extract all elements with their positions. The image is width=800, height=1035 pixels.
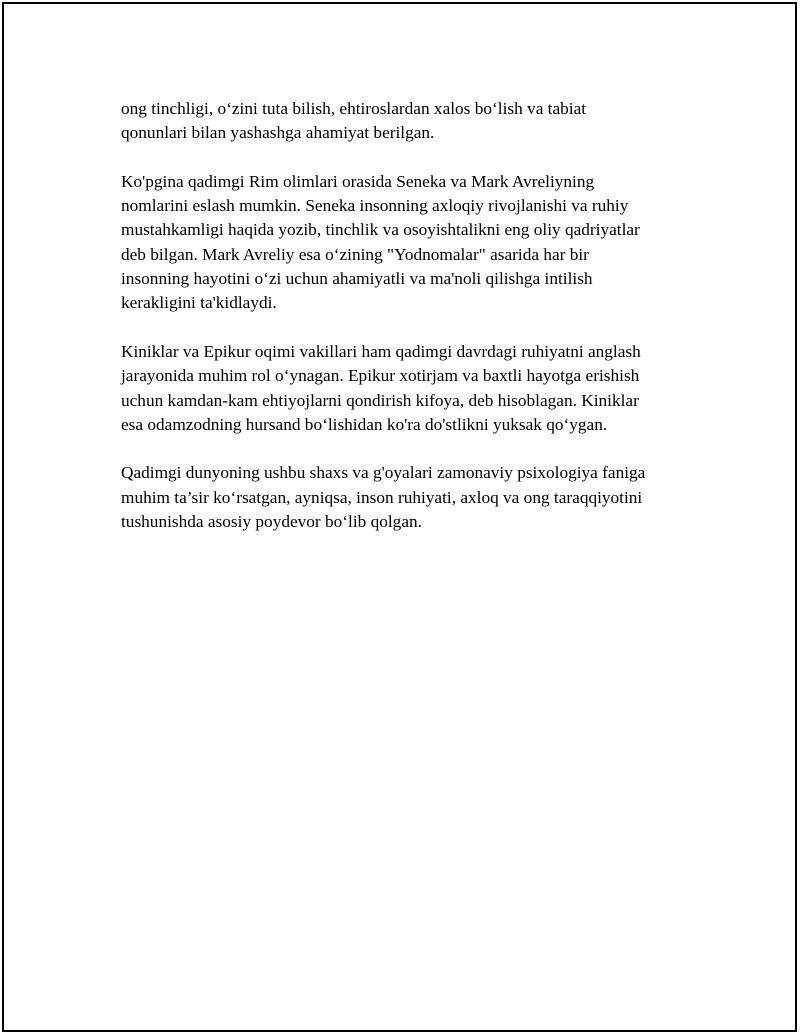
paragraph-2	[121, 170, 691, 316]
page	[2, 2, 797, 1032]
text-line: Ko'pgina qadimgi Rim olimlari orasida Seneka va Mark Avreliyning	[121, 171, 595, 191]
paragraph-3	[121, 340, 691, 437]
paragraph-4	[121, 461, 691, 534]
text-line: tushunishda asosiy poydevor bo‘lib qolgan.	[121, 512, 422, 532]
text-line: kerakligini ta'kidlaydi.	[121, 293, 277, 313]
text-line: insonning hayotini o‘zi uchun ahamiyatli va ma'noli qilishga intilish	[121, 269, 593, 289]
text-line: Qadimgi dunyoning ushbu shaxs va g'oyalari zamonaviy psixologiya faniga	[121, 463, 646, 483]
text-line: jarayonida muhim rol o‘ynagan. Epikur xotirjam va baxtli hayotga erishish	[121, 366, 640, 386]
text-line: uchun kamdan-kam ehtiyojlarni qondirish kifoya, deb hisoblagan. Kiniklar	[121, 390, 639, 410]
text-line: Kiniklar va Epikur oqimi vakillari ham qadimgi davrdagi ruhiyatni anglash	[121, 341, 641, 361]
text-line: mustahkamligi haqida yozib, tinchlik va osoyishtalikni eng oliy qadriyatlar	[121, 220, 640, 240]
text-line: ong tinchligi, o‘zini tuta bilish, ehtiroslardan xalos bo‘lish va tabiat	[121, 99, 587, 118]
text-line: qonunlari bilan yashashga ahamiyat berilgan.	[121, 123, 435, 143]
text-line: deb bilgan. Mark Avreliy esa o‘zining "Yodnomalar" asarida har bir	[121, 244, 589, 264]
document-body	[121, 97, 691, 559]
text-line: nomlarini eslash mumkin. Seneka insonning axloqiy rivojlanishi va ruhiy	[121, 196, 629, 216]
paragraph-1	[121, 97, 691, 146]
text-line: esa odamzodning hursand bo‘lishidan ko'ra do'stlikni yuksak qo‘ygan.	[121, 414, 608, 434]
text-line: muhim ta’sir ko‘rsatgan, ayniqsa, inson ruhiyati, axloq va ong taraqqiyotini	[121, 487, 643, 507]
